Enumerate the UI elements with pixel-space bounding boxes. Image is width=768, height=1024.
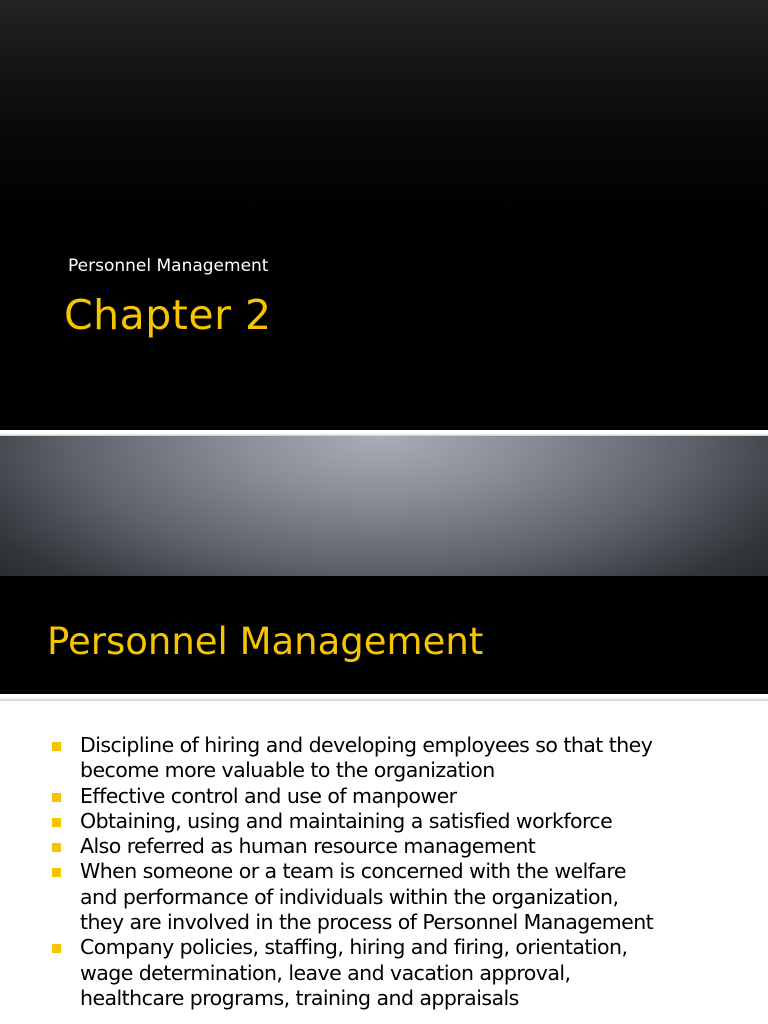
slide-header-gradient — [0, 436, 768, 576]
list-item — [52, 784, 752, 809]
bullet-text: become more valuable to the organization — [80, 758, 495, 783]
bullet-list — [52, 733, 752, 1011]
bullet-text: healthcare programs, training and appraisals — [80, 985, 519, 1010]
content-slide-title: Personnel Management — [47, 620, 484, 663]
header-divider — [0, 694, 768, 701]
bullet-text: Company policies, staffing, hiring and firing, orientation, — [80, 935, 628, 960]
list-item — [52, 935, 752, 1011]
list-item — [52, 809, 752, 834]
bullet-text: Effective control and use of manpower — [80, 783, 457, 808]
slide-title: Chapter 2 — [64, 291, 272, 339]
square-bullet-icon — [52, 868, 61, 877]
square-bullet-icon — [52, 793, 61, 802]
list-item — [52, 733, 752, 784]
bullet-text: they are involved in the process of Personnel Management — [80, 910, 654, 935]
slide-subtitle: Personnel Management — [68, 256, 269, 276]
bullet-text: Obtaining, using and maintaining a satisfied workforce — [80, 808, 613, 833]
bullet-text: When someone or a team is concerned with the welfare — [80, 859, 626, 884]
square-bullet-icon — [52, 843, 61, 852]
bullet-text: Discipline of hiring and developing employees so that they — [80, 733, 653, 757]
square-bullet-icon — [52, 818, 61, 827]
title-slide — [0, 0, 768, 430]
bullet-text: Also referred as human resource management — [80, 834, 536, 859]
list-item — [52, 834, 752, 859]
bullet-text: and performance of individuals within the organization, — [80, 884, 619, 909]
bullet-text: wage determination, leave and vacation approval, — [80, 960, 571, 985]
square-bullet-icon — [52, 944, 61, 953]
list-item — [52, 859, 752, 935]
square-bullet-icon — [52, 742, 61, 751]
